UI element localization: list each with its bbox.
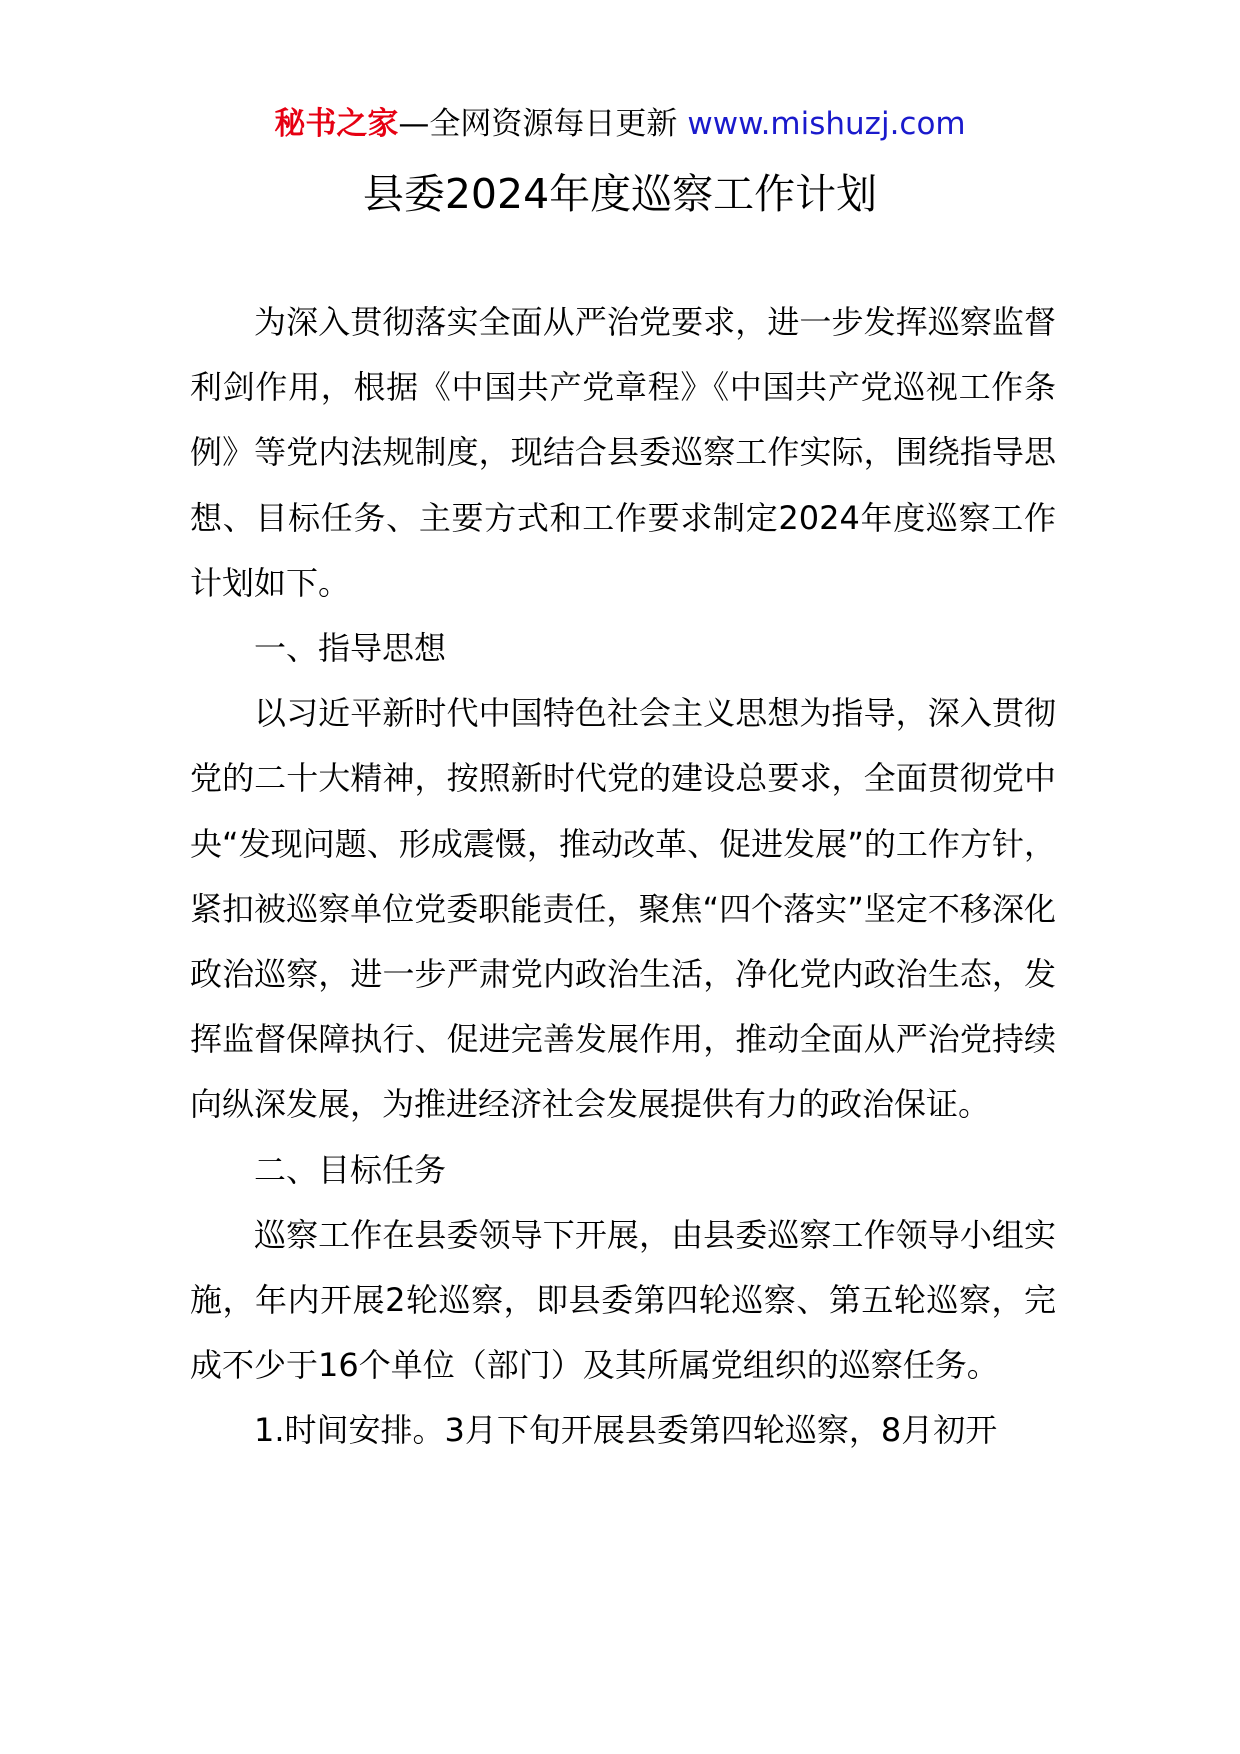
guiding-thought-paragraph: 以习近平新时代中国特色社会主义思想为指导，深入贯彻党的二十大精神，按照新时代党的建设总要求，全面贯彻党中央“发现问题、形成震慑，推动改革、促进发展”的工作方针，紧扣被巡察单位党委职能责任，聚焦“四个落实”坚定不移深化政治巡察，进一步严肃党内政治生活，净化党内政治生态，发挥监督保障执行、促进完善发展作用，推动全面从严治党持续向纵深发展，为推进经济社会发展提供有力的政治保证。 bbox=[190, 694, 1056, 1124]
document-title: 县委2024年度巡察工作计划 bbox=[362, 170, 878, 218]
header-slogan: —全网资源每日更新 bbox=[398, 106, 678, 142]
objectives-paragraph: 巡察工作在县委领导下开展，由县委巡察工作领导小组实施，年内开展2轮巡察，即县委第四轮巡察、第五轮巡察，完成不少于16个单位（部门）及其所属党组织的巡察任务。 bbox=[190, 1215, 1056, 1385]
schedule-paragraph: 1.时间安排。3月下旬开展县委第四轮巡察，8月初开 bbox=[254, 1411, 998, 1450]
brand-name: 秘书之家 bbox=[274, 106, 399, 142]
site-header bbox=[0, 102, 1240, 146]
site-url-link[interactable]: www.mishuzj.com bbox=[687, 106, 966, 142]
intro-paragraph: 为深入贯彻落实全面从严治党要求，进一步发挥巡察监督利剑作用，根据《中国共产党章程》《中国共产党巡视工作条例》等党内法规制度，现结合县委巡察工作实际，围绕指导思想、目标任务、主要方式和工作要求制定2024年度巡察工作计划如下。 bbox=[190, 303, 1056, 602]
document-body bbox=[190, 290, 1056, 1464]
section-heading-guiding-thought: 一、指导思想 bbox=[254, 629, 447, 668]
section-heading-objectives: 二、目标任务 bbox=[254, 1150, 447, 1189]
